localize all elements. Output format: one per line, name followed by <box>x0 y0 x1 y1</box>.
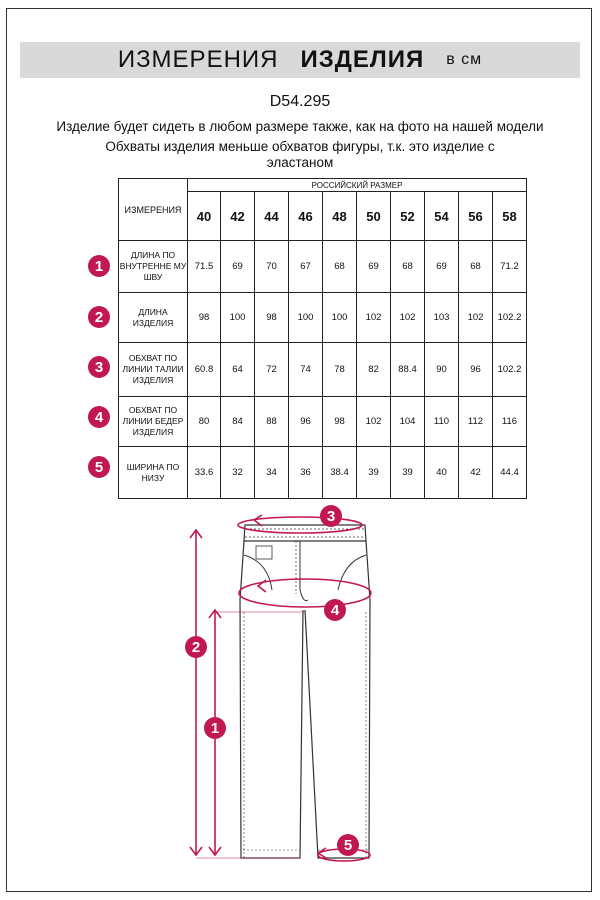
table-cell: 102 <box>357 293 391 343</box>
table-cell: 102 <box>391 293 425 343</box>
product-code: D54.295 <box>269 93 331 110</box>
title-part2: ИЗДЕЛИЯ <box>300 46 425 73</box>
table-cell: 32 <box>221 447 255 499</box>
size-header: 46 <box>289 192 323 241</box>
table-cell: 96 <box>289 397 323 447</box>
table-cell: 64 <box>221 343 255 397</box>
diagram-badge-3: 3 <box>320 505 342 527</box>
table-cell: 116 <box>493 397 527 447</box>
row-label: ШИРИНА ПО НИЗУ <box>119 447 188 499</box>
table-cell: 67 <box>289 241 323 293</box>
row-badge: 3 <box>88 356 110 378</box>
row-badge: 2 <box>88 306 110 328</box>
table-cell: 69 <box>425 241 459 293</box>
corner-label: ИЗМЕРЕНИЯ <box>119 179 188 241</box>
table-cell: 74 <box>289 343 323 397</box>
table-cell: 68 <box>391 241 425 293</box>
table-cell: 112 <box>459 397 493 447</box>
table-cell: 100 <box>289 293 323 343</box>
hip-ellipse <box>239 579 371 607</box>
table-cell: 82 <box>357 343 391 397</box>
row-badge: 4 <box>88 406 110 428</box>
table-cell: 68 <box>459 241 493 293</box>
table-cell: 100 <box>323 293 357 343</box>
size-header: 48 <box>323 192 357 241</box>
table-cell: 33.6 <box>188 447 221 499</box>
table-cell: 78 <box>323 343 357 397</box>
table-cell: 71.5 <box>188 241 221 293</box>
table-cell: 90 <box>425 343 459 397</box>
title-part1: ИЗМЕРЕНИЯ <box>117 46 279 73</box>
diagram-badge-4: 4 <box>324 599 346 621</box>
row-label: ОБХВАТ ПО ЛИНИИ ТАЛИИ ИЗДЕЛИЯ <box>119 343 188 397</box>
title-unit: в см <box>446 51 483 68</box>
row-label: ДЛИНА ИЗДЕЛИЯ <box>119 293 188 343</box>
diagram-badge-5: 5 <box>337 834 359 856</box>
arrowhead <box>254 515 262 526</box>
size-header: 44 <box>255 192 289 241</box>
diagram-badge-2: 2 <box>185 636 207 658</box>
row-label: ОБХВАТ ПО ЛИНИИ БЕДЕР ИЗДЕЛИЯ <box>119 397 188 447</box>
table-cell: 69 <box>221 241 255 293</box>
table-cell: 100 <box>221 293 255 343</box>
table-cell: 36 <box>289 447 323 499</box>
size-header: 54 <box>425 192 459 241</box>
table-cell: 102.2 <box>493 293 527 343</box>
table-cell: 40 <box>425 447 459 499</box>
row-label: ДЛИНА ПО ВНУТРЕННЕ МУ ШВУ <box>119 241 188 293</box>
table-cell: 96 <box>459 343 493 397</box>
table-cell: 38.4 <box>323 447 357 499</box>
table-cell: 98 <box>323 397 357 447</box>
size-header: 58 <box>493 192 527 241</box>
table-cell: 70 <box>255 241 289 293</box>
size-header: 42 <box>221 192 255 241</box>
table-cell: 88 <box>255 397 289 447</box>
pants-outline <box>240 525 370 858</box>
table-cell: 80 <box>188 397 221 447</box>
size-header: 56 <box>459 192 493 241</box>
table-cell: 110 <box>425 397 459 447</box>
table-cell: 42 <box>459 447 493 499</box>
table-cell: 71.2 <box>493 241 527 293</box>
diagram-badge-1: 1 <box>204 717 226 739</box>
table-cell: 103 <box>425 293 459 343</box>
elastane-note: Обхваты изделия меньше обхватов фигуры, т.к. это изделие с эластаном <box>105 139 495 170</box>
measurement-guides <box>190 515 371 861</box>
size-header: 40 <box>188 192 221 241</box>
size-header: 50 <box>357 192 391 241</box>
table-cell: 69 <box>357 241 391 293</box>
table-cell: 98 <box>188 293 221 343</box>
table-cell: 72 <box>255 343 289 397</box>
table-cell: 84 <box>221 397 255 447</box>
table-cell: 44.4 <box>493 447 527 499</box>
table-cell: 102.2 <box>493 343 527 397</box>
fit-note: Изделие будет сидеть в любом размере также, как на фото на нашей модели <box>56 119 544 134</box>
table-cell: 98 <box>255 293 289 343</box>
table-cell: 102 <box>357 397 391 447</box>
row-badge: 5 <box>88 456 110 478</box>
row-badge: 1 <box>88 255 110 277</box>
table-cell: 34 <box>255 447 289 499</box>
table-cell: 104 <box>391 397 425 447</box>
size-group-label: РОССИЙСКИЙ РАЗМЕР <box>188 179 527 192</box>
table-cell: 39 <box>357 447 391 499</box>
table-cell: 39 <box>391 447 425 499</box>
size-header: 52 <box>391 192 425 241</box>
table-cell: 102 <box>459 293 493 343</box>
table-cell: 60.8 <box>188 343 221 397</box>
table-cell: 88.4 <box>391 343 425 397</box>
table-cell: 68 <box>323 241 357 293</box>
